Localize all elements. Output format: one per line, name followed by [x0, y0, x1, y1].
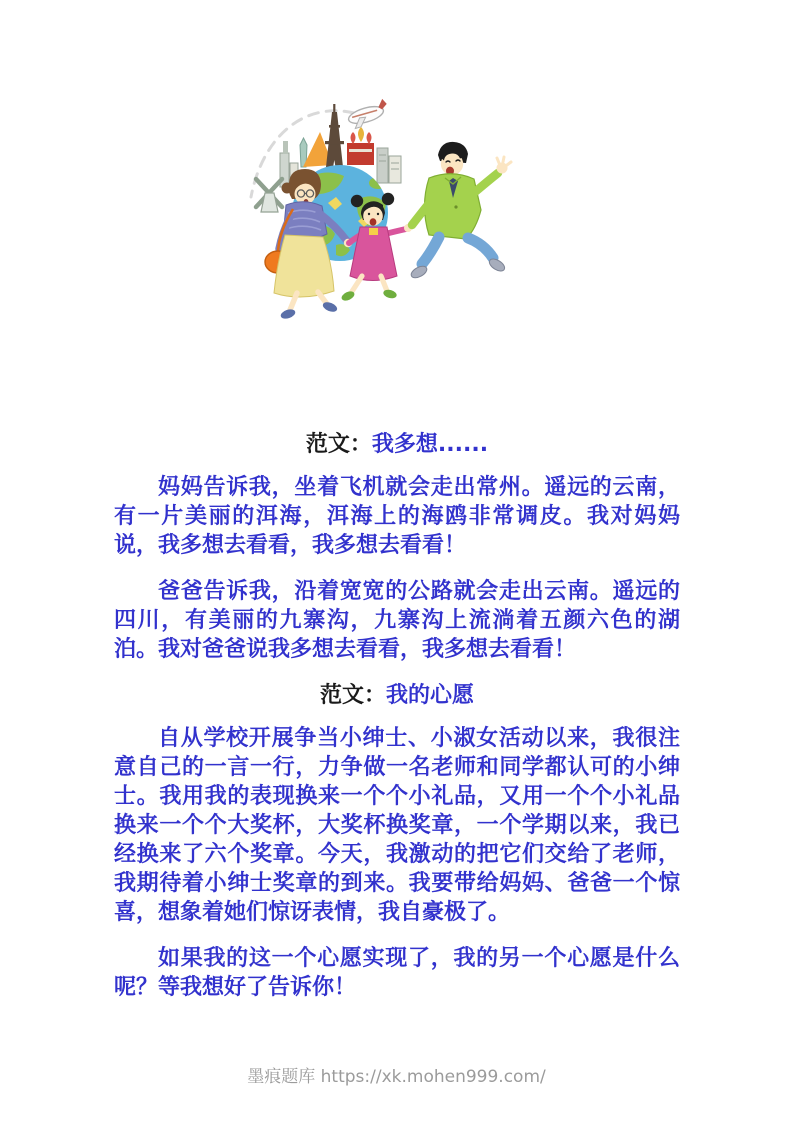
essay-1-heading-title: 我多想......	[371, 432, 489, 457]
father-open-hand	[497, 157, 512, 174]
essay-2-paragraph-2: 如果我的这一个心愿实现了，我的另一个心愿是什么呢？等我想好了告诉你！	[114, 946, 680, 1000]
essay-2-heading-title: 我的心愿	[386, 683, 475, 708]
essay-1-heading	[114, 430, 680, 460]
watermark-text: 墨痕题库 https://xk.mohen999.com/	[247, 1067, 546, 1087]
skyscraper-icon	[377, 148, 388, 183]
father-figure	[409, 142, 511, 280]
essay-2-heading-label: 范文：	[319, 683, 386, 708]
windmill-icon	[256, 179, 282, 212]
watermark-footer	[0, 1062, 793, 1087]
eiffel-tower-icon	[325, 104, 344, 167]
essay-content	[114, 430, 680, 1019]
airplane-icon	[346, 98, 391, 129]
family-travel-illustration	[240, 95, 520, 325]
castle-icon	[347, 127, 374, 165]
essay-1-paragraph-1: 妈妈告诉我，坐着飞机就会走出常州。遥远的云南，有一片美丽的洱海，洱海上的海鸥非常调皮。我对妈妈说，我多想去看看，我多想去看看！	[114, 475, 680, 558]
essay-2-paragraph-1: 自从学校开展争当小绅士、小淑女活动以来，我很注意自己的一言一行，力争做一名老师和同学都认可的小绅士。我用我的表现换来一个个小礼品，又用一个个小礼品换来一个个大奖杯，大奖杯换奖章，一个学期以来，我已经换来了六个奖章。今天，我激动的把它们交给了老师，我期待着小绅士奖章的到来。我要带给妈妈、爸爸一个惊喜，想象着她们惊讶表情，我自豪极了。	[114, 726, 680, 925]
essay-1-paragraph-2: 爸爸告诉我，沿着宽宽的公路就会走出云南。遥远的四川，有美丽的九寨沟，九寨沟上流淌着五颜六色的湖泊。我对爸爸说我多想去看看，我多想去看看！	[114, 579, 680, 662]
essay-2-heading	[114, 681, 680, 711]
essay-1-heading-label: 范文：	[305, 432, 372, 457]
